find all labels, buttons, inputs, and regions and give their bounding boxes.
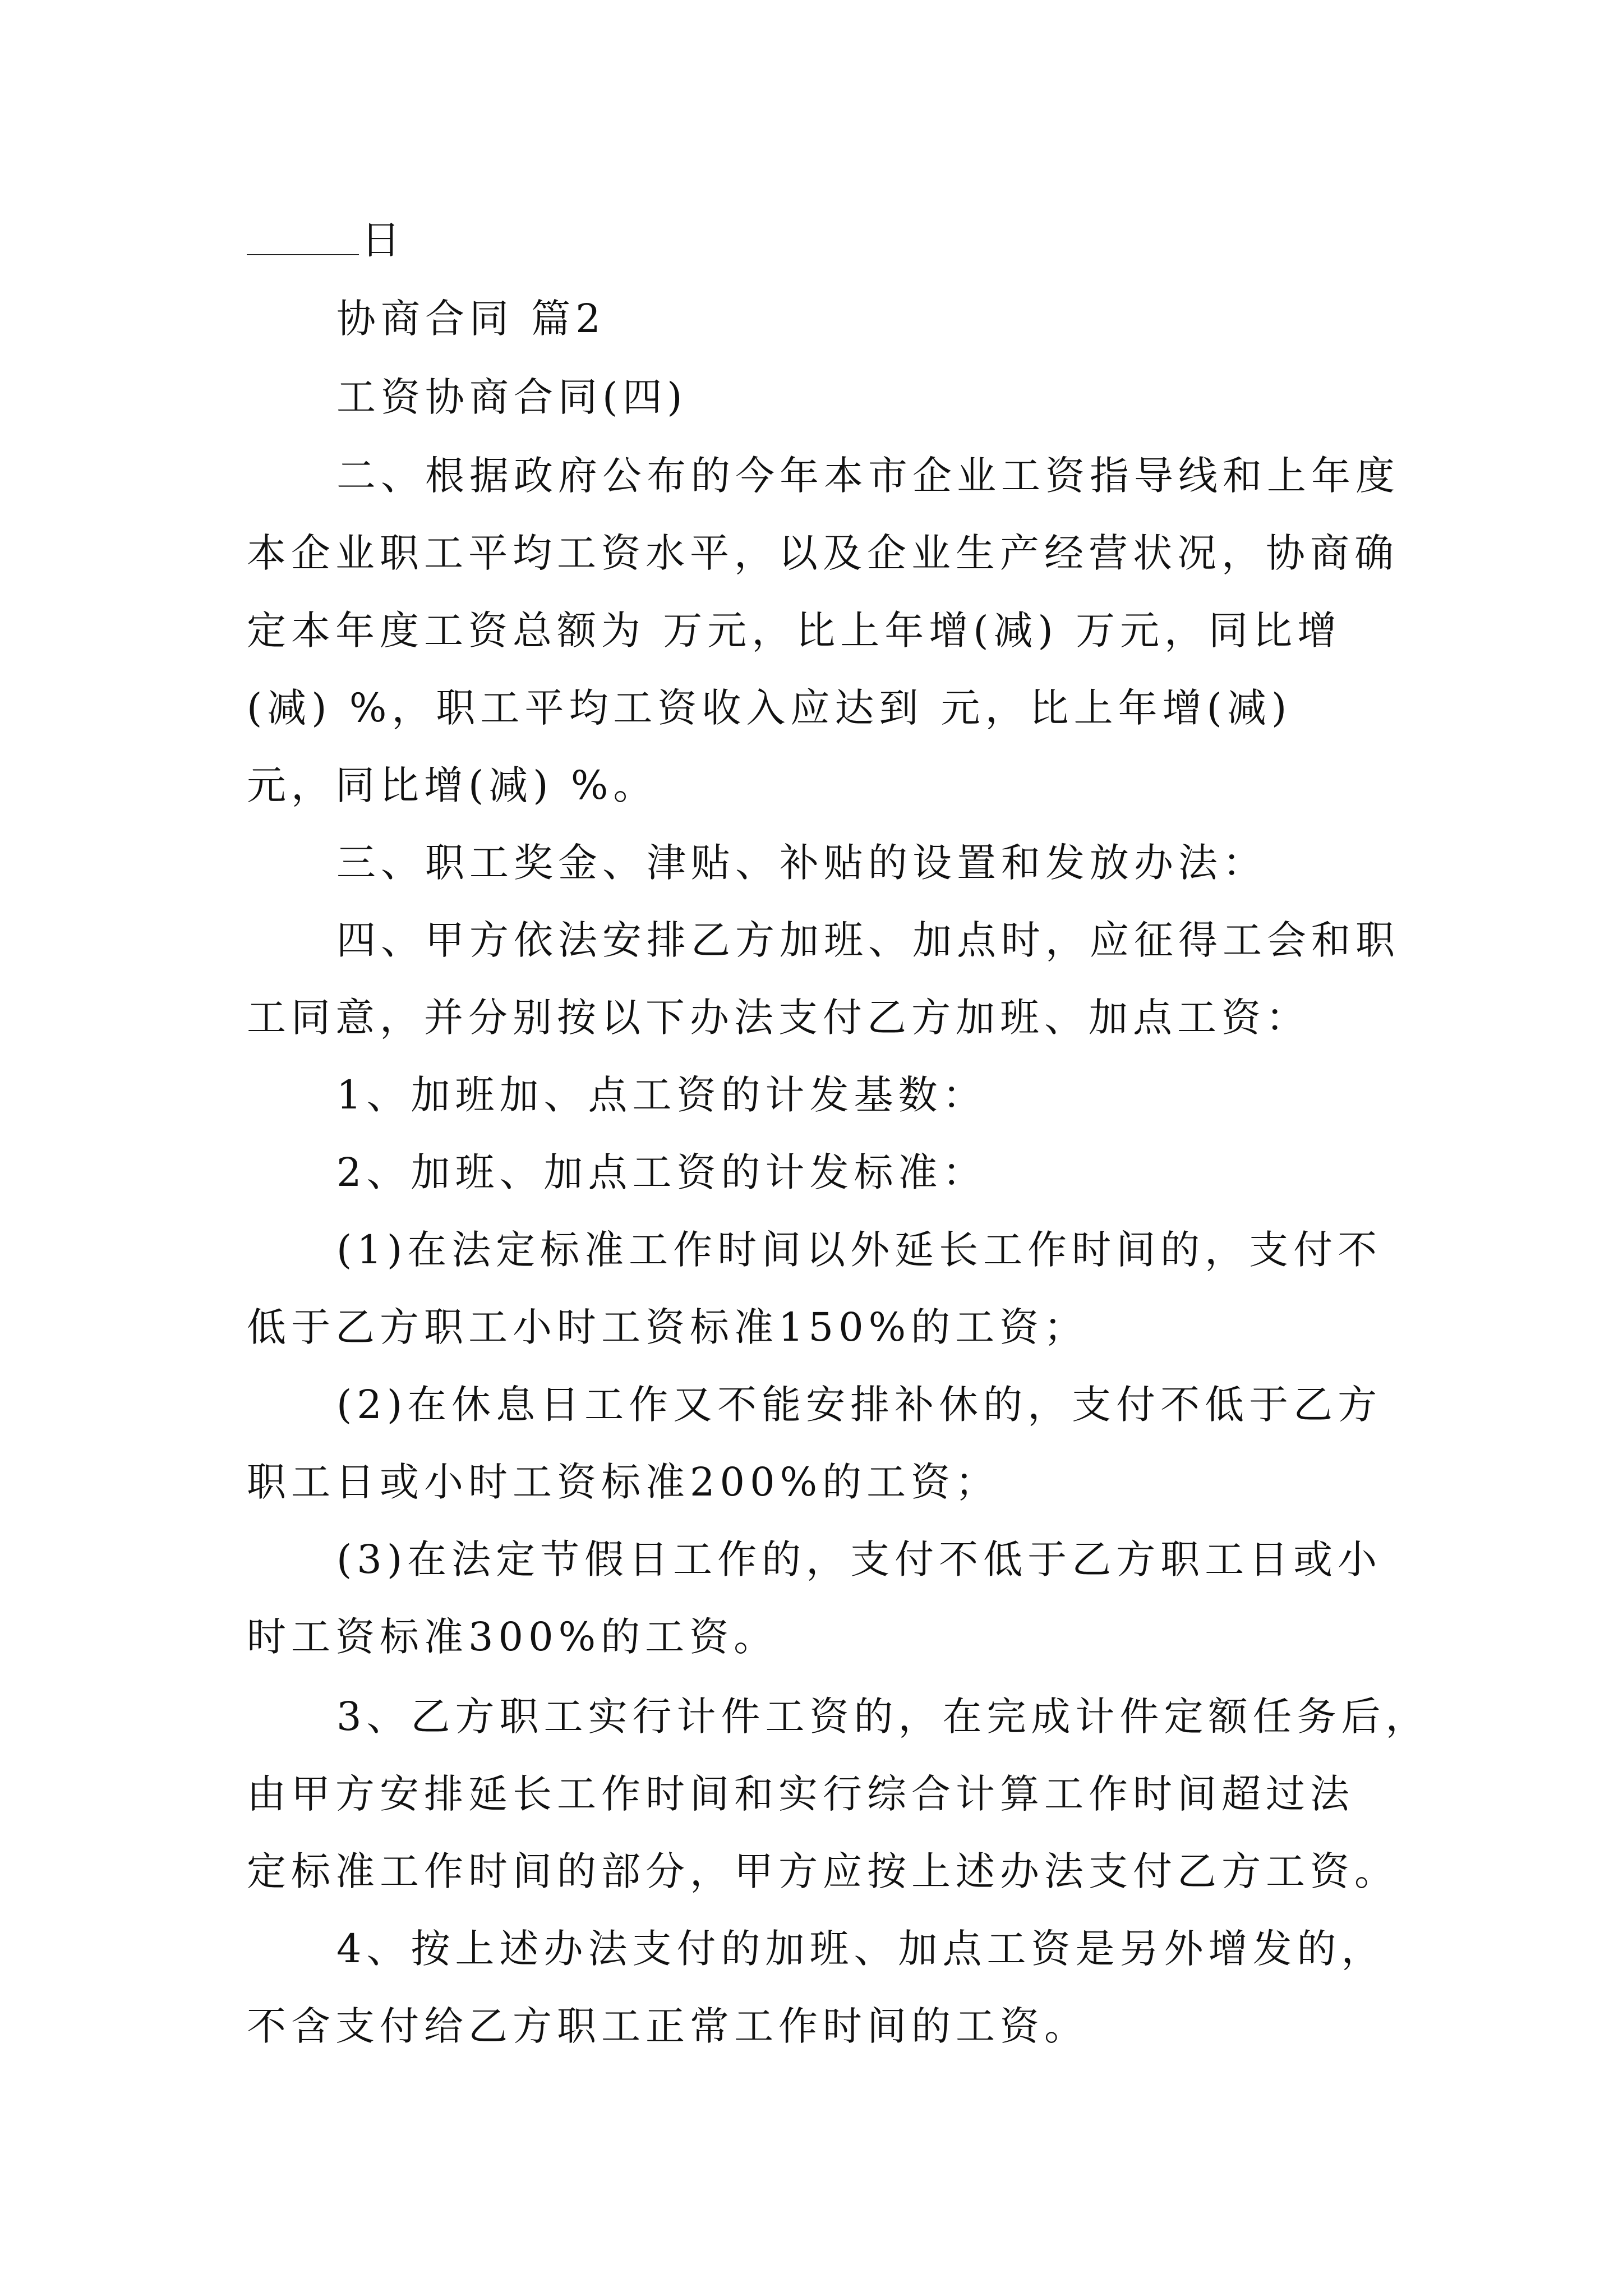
paragraph-line: 4、按上述办法支付的加班、加点工资是另外增发的， — [336, 1926, 1386, 1972]
paragraph-line: 不含支付给乙方职工正常工作时间的工资。 — [247, 2003, 1089, 2049]
paragraph-line: 1、加班加、点工资的计发基数： — [336, 1072, 987, 1118]
paragraph-line: 三、职工奖金、津贴、补贴的设置和发放办法： — [336, 840, 1267, 886]
date-line: 日 — [247, 220, 405, 260]
paragraph-line: 职工日或小时工资标准200%的工资； — [247, 1459, 1000, 1505]
paragraph-line: 四、甲方依法安排乙方加班、加点时，应征得工会和职 — [336, 917, 1400, 963]
paragraph-line: 二、根据政府公布的今年本市企业工资指导线和上年度 — [336, 453, 1400, 499]
paragraph-line: (1)在法定标准工作时间以外延长工作时间的，支付不 — [336, 1227, 1382, 1273]
paragraph-line: 定标准工作时间的部分，甲方应按上述办法支付乙方工资。 — [247, 1848, 1399, 1894]
paragraph-line: 3、乙方职工实行计件工资的，在完成计件定额任务后， — [336, 1694, 1430, 1740]
contract-title: 工资协商合同(四) — [336, 374, 688, 420]
paragraph-line: (减) %，职工平均工资收入应达到 元，比上年增(减) — [247, 685, 1292, 731]
paragraph-line: 2、加班、加点工资的计发标准： — [336, 1149, 987, 1195]
paragraph-line: 定本年度工资总额为 万元，比上年增(减) 万元，同比增 — [247, 608, 1342, 654]
paragraph-line: 本企业职工平均工资水平，以及企业生产经营状况，协商确 — [247, 530, 1399, 576]
paragraph-line: 元，同比增(减) %。 — [247, 762, 658, 808]
paragraph-line: 时工资标准300%的工资。 — [247, 1614, 778, 1660]
paragraph-line: 由甲方安排延长工作时间和实行综合计算工作时间超过法 — [247, 1771, 1354, 1817]
paragraph-line: (3)在法定节假日工作的，支付不低于乙方职工日或小 — [336, 1536, 1382, 1582]
paragraph-line: 工同意，并分别按以下办法支付乙方加班、加点工资： — [247, 995, 1310, 1041]
paragraph-line: 低于乙方职工小时工资标准150%的工资； — [247, 1304, 1089, 1350]
date-blank — [247, 254, 359, 255]
section-heading: 协商合同 篇2 — [336, 296, 606, 342]
paragraph-line: (2)在休息日工作又不能安排补休的，支付不低于乙方 — [336, 1382, 1382, 1428]
